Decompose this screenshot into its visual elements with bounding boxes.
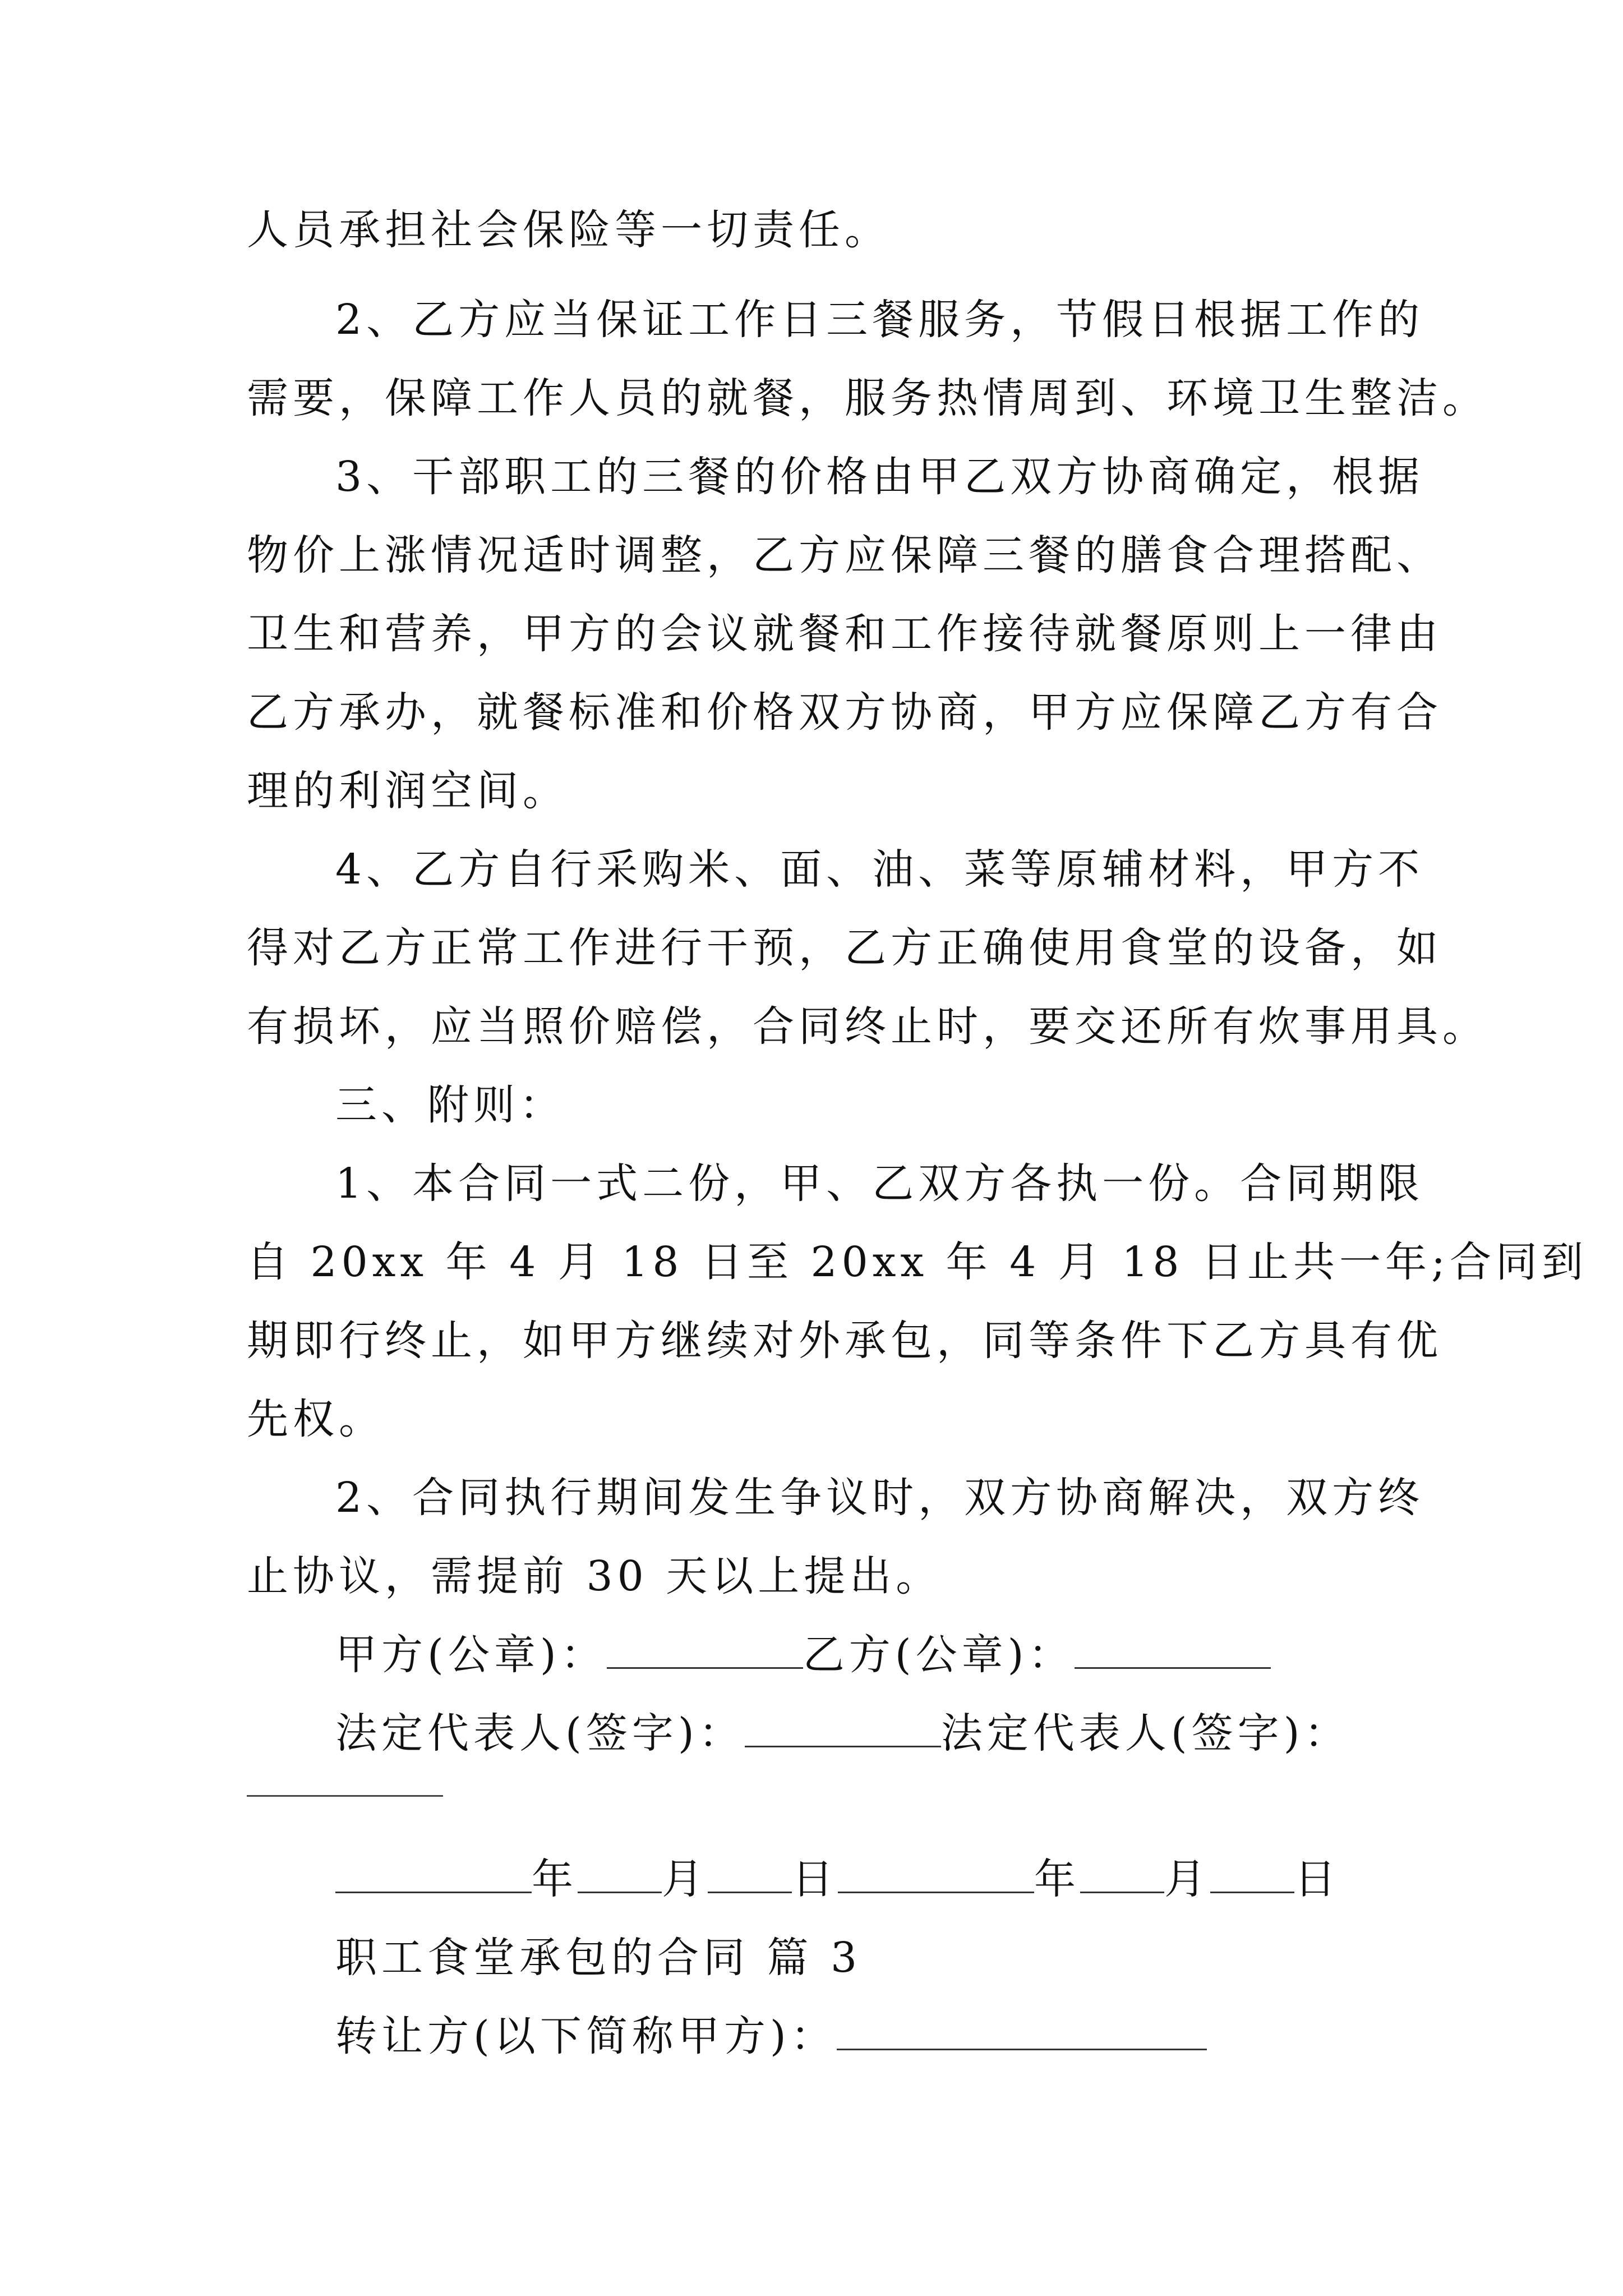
paragraph-line: 2、合同执行期间发生争议时，双方协商解决，双方终 <box>335 1474 1424 1522</box>
month-b-blank[interactable] <box>1080 1857 1164 1893</box>
rep-b-blank[interactable] <box>247 1795 443 1797</box>
paragraph-line: 止协议，需提前 30 天以上提出。 <box>247 1552 942 1600</box>
party-a-seal-label: 甲方(公章)： <box>335 1631 607 1679</box>
transferor-label: 转让方(以下简称甲方)： <box>335 2012 837 2060</box>
party-a-seal-blank[interactable] <box>607 1632 803 1669</box>
representative-line <box>335 1705 1350 1761</box>
day-label: 日 <box>1294 1855 1340 1903</box>
paragraph-line: 自 20xx 年 4 月 18 日至 20xx 年 4 月 18 日止共一年;合同到 <box>247 1238 1588 1286</box>
year-a-blank[interactable] <box>335 1857 532 1893</box>
month-label: 月 <box>662 1855 708 1903</box>
year-label: 年 <box>532 1855 578 1903</box>
paragraph-line: 3、干部职工的三餐的价格由甲乙双方协商确定，根据 <box>335 453 1424 501</box>
seal-line <box>335 1627 1271 1683</box>
paragraph-line: 物价上涨情况适时调整，乙方应保障三餐的膳食合理搭配、 <box>247 531 1442 579</box>
paragraph-line: 1、本合同一式二份，甲、乙双方各执一份。合同期限 <box>335 1159 1424 1208</box>
paragraph-line: 2、乙方应当保证工作日三餐服务，节假日根据工作的 <box>335 296 1424 344</box>
section-title: 职工食堂承包的合同 篇 3 <box>335 1934 862 1982</box>
party-b-seal-blank[interactable] <box>1075 1632 1271 1669</box>
month-label: 月 <box>1164 1855 1210 1903</box>
day-label: 日 <box>792 1855 838 1903</box>
rep-a-label: 法定代表人(签字)： <box>335 1709 745 1757</box>
paragraph-line: 4、乙方自行采购米、面、油、菜等原辅材料，甲方不 <box>335 845 1424 894</box>
paragraph-line: 人员承担社会保险等一切责任。 <box>247 206 891 254</box>
year-label: 年 <box>1034 1855 1080 1903</box>
section-heading: 三、附则： <box>335 1081 565 1129</box>
paragraph-line: 先权。 <box>247 1395 385 1443</box>
paragraph-line: 有损坏，应当照价赔偿，合同终止时，要交还所有炊事用具。 <box>247 1002 1488 1051</box>
year-b-blank[interactable] <box>838 1857 1034 1893</box>
paragraph-line: 需要，保障工作人员的就餐，服务热情周到、环境卫生整洁。 <box>247 374 1488 422</box>
rep-a-blank[interactable] <box>745 1711 941 1747</box>
paragraph-line: 乙方承办，就餐标准和价格双方协商，甲方应保障乙方有合 <box>247 688 1442 737</box>
paragraph-line: 期即行终止，如甲方继续对外承包，同等条件下乙方具有优 <box>247 1317 1442 1365</box>
date-line <box>335 1851 1340 1907</box>
transferor-blank[interactable] <box>837 2014 1207 2050</box>
transferor-line <box>335 2008 1207 2064</box>
day-a-blank[interactable] <box>708 1857 792 1893</box>
party-b-seal-label: 乙方(公章)： <box>803 1631 1075 1679</box>
rep-b-label: 法定代表人(签字)： <box>940 1709 1350 1757</box>
day-b-blank[interactable] <box>1210 1857 1294 1893</box>
paragraph-line: 卫生和营养，甲方的会议就餐和工作接待就餐原则上一律由 <box>247 610 1442 658</box>
paragraph-line: 理的利润空间。 <box>247 767 569 815</box>
month-a-blank[interactable] <box>578 1857 662 1893</box>
paragraph-line: 得对乙方正常工作进行干预，乙方正确使用食堂的设备，如 <box>247 924 1442 972</box>
